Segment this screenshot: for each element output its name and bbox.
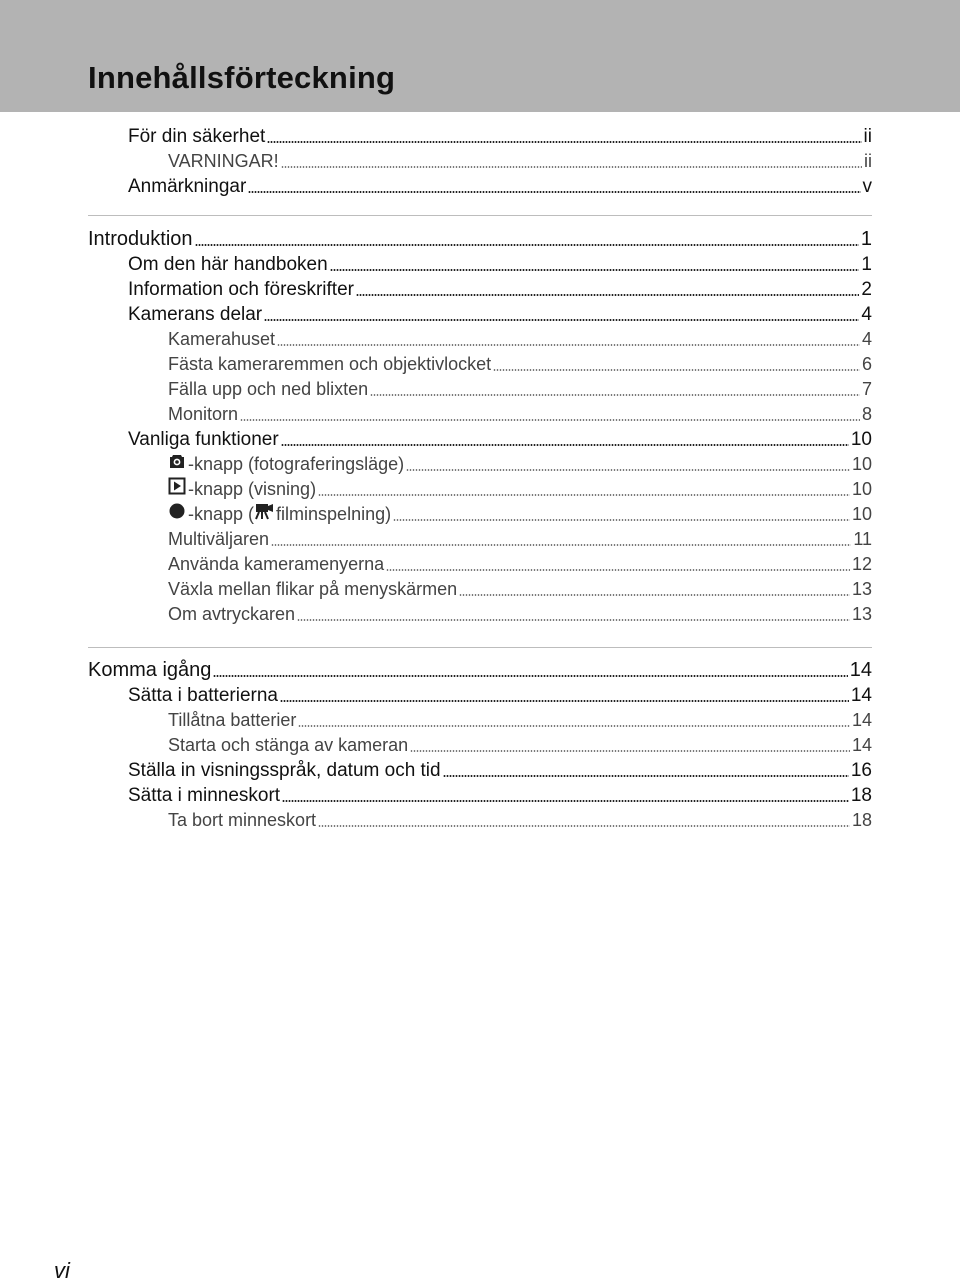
toc-entry-text: Introduktion [88,228,193,250]
toc-page-number: 13 [851,604,872,624]
toc-entry-text: Fälla upp och ned blixten [168,379,369,399]
dot-leader [406,469,850,471]
toc-entry-label [168,602,295,627]
toc-entry-label [168,377,368,402]
toc-page-number: 14 [849,659,872,681]
toc-page-number: 8 [861,404,872,424]
dot-leader [318,825,850,827]
toc-entry-label [168,708,296,733]
toc-page-number: 18 [851,810,872,830]
toc-page-number: 1 [860,228,872,250]
toc-entry-text: Starta och stänga av kameran [168,735,409,755]
toc-entry-text: Använda kameramenyerna [168,554,385,574]
toc-entry-text: VARNINGAR! [168,151,279,171]
toc-page-number: 10 [850,429,872,450]
toc-page-number: 13 [851,579,872,599]
toc-entry[interactable] [168,577,872,602]
toc-entry[interactable] [168,149,872,174]
dot-leader [264,319,859,321]
toc-entry-text: Information och föreskrifter [128,279,354,300]
dot-leader [267,141,861,143]
toc-entry-label [128,683,278,708]
toc-page-number: 14 [851,735,872,755]
toc-entry[interactable] [168,402,872,427]
toc-entry-text: Tillåtna batterier [168,710,297,730]
toc-entry-text-cont: filminspelning) [276,504,392,524]
toc-entry[interactable] [128,783,872,808]
toc-entry-label [128,124,265,149]
toc-entry[interactable] [128,683,872,708]
toc-entry-text: Fästa kameraremmen och objektivlocket [168,354,492,374]
toc-page-number: 10 [851,454,872,474]
toc-page-number: ii [864,151,872,171]
toc-entry-label [128,252,328,277]
playback-icon [168,477,186,502]
section-divider [88,215,872,216]
toc-entry-text: Komma igång [88,659,212,681]
toc-entry-label [128,758,441,783]
toc-entry[interactable] [128,124,872,149]
dot-leader [277,344,860,346]
toc-entry[interactable] [168,327,872,352]
camera-icon [168,452,186,477]
toc-entry-text: För din säkerhet [128,126,266,147]
dot-leader [370,394,860,396]
toc-entry-label [168,352,491,377]
toc-entry-label [168,527,269,552]
dot-leader [281,444,849,446]
toc-entry-text: Monitorn [168,404,239,424]
toc-page-number: 14 [851,710,872,730]
toc-page-number: 12 [851,554,872,574]
dot-leader [356,294,859,296]
toc-page-number: 1 [861,254,872,275]
toc-page-number: 4 [861,329,872,349]
toc-entry-label [168,149,279,174]
toc-entry-label [88,227,193,252]
dot-leader [330,269,860,271]
toc-page-number: 11 [853,529,872,549]
toc-page-number: 2 [861,279,872,300]
toc-entry-text: -knapp (visning) [188,479,317,499]
toc-entry-text: -knapp ( [188,504,255,524]
toc-entry[interactable] [128,174,872,199]
toc-entry-label [168,402,238,427]
toc-entry[interactable] [128,427,872,452]
dot-leader [281,166,862,168]
toc-entry-label [168,577,457,602]
dot-leader [195,244,859,246]
toc-entry[interactable] [168,808,872,833]
toc-entry-text: Multiväljaren [168,529,270,549]
toc-page-number: 7 [861,379,872,399]
toc-entry-text: Om den här handboken [128,254,328,275]
toc-entry-label [168,477,316,502]
header-band [0,0,960,112]
toc-entry[interactable] [168,733,872,758]
toc-page-number: 10 [851,479,872,499]
toc-entry-text: Sätta i minneskort [128,785,281,806]
toc-entry-label [168,552,384,577]
toc-entry-label [168,808,316,833]
page-number: vi [54,1258,70,1283]
toc-page-number: 14 [850,685,872,706]
toc-entry[interactable] [168,527,872,552]
toc-entry-text: Växla mellan flikar på menyskärmen [168,579,458,599]
toc-page-number: 18 [850,785,872,806]
toc-entry-text: Anmärkningar [128,176,247,197]
toc-entry-text: Ställa in visningsspråk, datum och tid [128,760,441,781]
toc-entry[interactable] [168,708,872,733]
toc-entry[interactable] [128,277,872,302]
toc-entry-text: Sätta i batterierna [128,685,278,706]
toc-entry-label [168,502,391,527]
dot-leader [248,191,860,193]
page-title: Innehållsförteckning [88,60,396,95]
toc-entry[interactable] [128,302,872,327]
section-divider [88,647,872,648]
toc-page-number: 16 [850,760,872,781]
dot-leader [240,419,860,421]
toc-entry-label [128,783,280,808]
toc-entry-label [168,733,408,758]
dot-leader [297,619,850,621]
dot-leader [280,700,849,702]
dot-leader [298,725,850,727]
dot-leader [213,675,847,677]
dot-leader [282,800,849,802]
toc-entry-text: Kamerahuset [168,329,276,349]
dot-leader [318,494,850,496]
toc-entry[interactable] [168,352,872,377]
toc-entry-text: Kamerans delar [128,304,263,325]
toc-entry[interactable] [168,502,872,527]
toc-entry[interactable] [168,477,872,502]
toc-page-number: 6 [861,354,872,374]
toc-entry[interactable] [168,452,872,477]
dot-leader [410,750,850,752]
toc-entry-label [128,277,354,302]
toc-entry-label [128,174,246,199]
toc-entry-text: Ta bort minneskort [168,810,317,830]
dot-leader [459,594,850,596]
toc-entry-label [128,302,262,327]
toc-entry-label [168,327,275,352]
record-icon [168,502,186,527]
dot-leader [393,519,850,521]
toc-entry[interactable] [128,252,872,277]
toc-entry-label [168,452,404,477]
toc-entry-text: Om avtryckaren [168,604,296,624]
toc-entry[interactable] [168,602,872,627]
toc-entry[interactable] [128,758,872,783]
toc-entry-text: Vanliga funktioner [128,429,279,450]
dot-leader [493,369,860,371]
toc-entry[interactable] [168,377,872,402]
toc-entry[interactable] [168,552,872,577]
movie-icon [254,502,274,527]
toc-entry-label [128,427,279,452]
toc-page-number: v [862,176,872,197]
toc-entry[interactable] [88,227,872,252]
dot-leader [443,775,849,777]
dot-leader [386,569,850,571]
toc-page-number: 10 [851,504,872,524]
toc-entry-label [88,658,211,683]
toc-entry-text: -knapp (fotograferingsläge) [188,454,405,474]
toc-page-number: 4 [861,304,872,325]
toc-page-number: ii [863,126,872,147]
dot-leader [271,544,851,546]
toc-entry[interactable] [88,658,872,683]
